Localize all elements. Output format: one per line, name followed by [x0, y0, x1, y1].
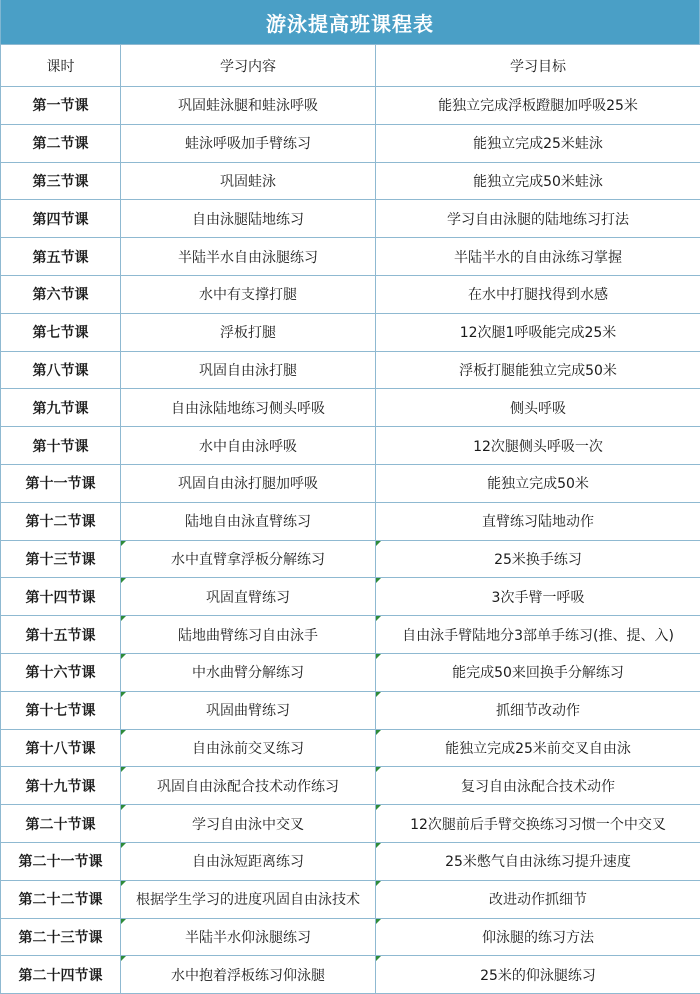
- goal-cell: 3次手臂一呼吸: [376, 578, 700, 616]
- lesson-cell: 第十一节课: [1, 464, 121, 502]
- goal-cell: 12次腿前后手臂交换练习习惯一个中交叉: [376, 805, 700, 843]
- goal-cell: 25米换手练习: [376, 540, 700, 578]
- lesson-cell: 第二十一节课: [1, 842, 121, 880]
- lesson-cell: 第五节课: [1, 238, 121, 276]
- goal-cell: 抓细节改动作: [376, 691, 700, 729]
- lesson-cell: 第十九节课: [1, 767, 121, 805]
- table-row: [1, 238, 700, 276]
- table-row: [1, 918, 700, 956]
- content-cell: 学习自由泳中交叉: [121, 805, 376, 843]
- content-cell: 水中自由泳呼吸: [121, 427, 376, 465]
- content-cell: 巩固自由泳打腿加呼吸: [121, 464, 376, 502]
- goal-cell: 能独立完成浮板蹬腿加呼吸25米: [376, 87, 700, 125]
- content-cell: 自由泳前交叉练习: [121, 729, 376, 767]
- goal-cell: 半陆半水的自由泳练习掌握: [376, 238, 700, 276]
- content-cell: 浮板打腿: [121, 313, 376, 351]
- goal-cell: 12次腿1呼吸能完成25米: [376, 313, 700, 351]
- content-cell: 水中抱着浮板练习仰泳腿: [121, 956, 376, 994]
- content-cell: 巩固蛙泳腿和蛙泳呼吸: [121, 87, 376, 125]
- content-cell: 水中直臂拿浮板分解练习: [121, 540, 376, 578]
- lesson-cell: 第六节课: [1, 275, 121, 313]
- table-row: [1, 427, 700, 465]
- table-row: [1, 200, 700, 238]
- content-cell: 巩固自由泳配合技术动作练习: [121, 767, 376, 805]
- goal-cell: 学习自由泳腿的陆地练习打法: [376, 200, 700, 238]
- goal-cell: 能完成50来回换手分解练习: [376, 653, 700, 691]
- lesson-cell: 第十节课: [1, 427, 121, 465]
- table-row: [1, 502, 700, 540]
- goal-cell: 能独立完成50米: [376, 464, 700, 502]
- header-goal: 学习目标: [376, 45, 700, 87]
- content-cell: 水中有支撑打腿: [121, 275, 376, 313]
- content-cell: 自由泳腿陆地练习: [121, 200, 376, 238]
- table-row: [1, 653, 700, 691]
- lesson-cell: 第十八节课: [1, 729, 121, 767]
- lesson-cell: 第一节课: [1, 87, 121, 125]
- content-cell: 根据学生学习的进度巩固自由泳技术: [121, 880, 376, 918]
- table-row: [1, 313, 700, 351]
- table-row: [1, 616, 700, 654]
- lesson-cell: 第十三节课: [1, 540, 121, 578]
- goal-cell: 在水中打腿找得到水感: [376, 275, 700, 313]
- goal-cell: 改进动作抓细节: [376, 880, 700, 918]
- table-row: [1, 275, 700, 313]
- content-cell: 蛙泳呼吸加手臂练习: [121, 124, 376, 162]
- table-row: [1, 578, 700, 616]
- schedule-title: 游泳提高班课程表: [0, 0, 700, 44]
- lesson-cell: 第十六节课: [1, 653, 121, 691]
- goal-cell: 直臂练习陆地动作: [376, 502, 700, 540]
- table-row: [1, 956, 700, 994]
- lesson-cell: 第九节课: [1, 389, 121, 427]
- lesson-cell: 第七节课: [1, 313, 121, 351]
- lesson-cell: 第二十节课: [1, 805, 121, 843]
- header-content: 学习内容: [121, 45, 376, 87]
- goal-cell: 12次腿侧头呼吸一次: [376, 427, 700, 465]
- table-row: [1, 805, 700, 843]
- lesson-cell: 第二十二节课: [1, 880, 121, 918]
- content-cell: 陆地曲臂练习自由泳手: [121, 616, 376, 654]
- goal-cell: 25米憋气自由泳练习提升速度: [376, 842, 700, 880]
- content-cell: 中水曲臂分解练习: [121, 653, 376, 691]
- lesson-cell: 第四节课: [1, 200, 121, 238]
- table-row: [1, 729, 700, 767]
- goal-cell: 自由泳手臂陆地分3部单手练习(推、提、入): [376, 616, 700, 654]
- goal-cell: 侧头呼吸: [376, 389, 700, 427]
- table-row: [1, 842, 700, 880]
- content-cell: 自由泳短距离练习: [121, 842, 376, 880]
- header-lesson: 课时: [1, 45, 121, 87]
- table-row: [1, 87, 700, 125]
- table-row: [1, 767, 700, 805]
- schedule-table: [0, 44, 700, 994]
- table-row: [1, 351, 700, 389]
- goal-cell: 25米的仰泳腿练习: [376, 956, 700, 994]
- content-cell: 陆地自由泳直臂练习: [121, 502, 376, 540]
- content-cell: 巩固自由泳打腿: [121, 351, 376, 389]
- content-cell: 巩固曲臂练习: [121, 691, 376, 729]
- lesson-cell: 第十五节课: [1, 616, 121, 654]
- goal-cell: 复习自由泳配合技术动作: [376, 767, 700, 805]
- lesson-cell: 第八节课: [1, 351, 121, 389]
- goal-cell: 能独立完成25米前交叉自由泳: [376, 729, 700, 767]
- lesson-cell: 第二十四节课: [1, 956, 121, 994]
- lesson-cell: 第三节课: [1, 162, 121, 200]
- header-row: [1, 45, 700, 87]
- table-row: [1, 691, 700, 729]
- content-cell: 巩固蛙泳: [121, 162, 376, 200]
- table-row: [1, 124, 700, 162]
- table-row: [1, 389, 700, 427]
- lesson-cell: 第二十三节课: [1, 918, 121, 956]
- content-cell: 自由泳陆地练习侧头呼吸: [121, 389, 376, 427]
- lesson-cell: 第十四节课: [1, 578, 121, 616]
- table-row: [1, 162, 700, 200]
- lesson-cell: 第十二节课: [1, 502, 121, 540]
- content-cell: 半陆半水自由泳腿练习: [121, 238, 376, 276]
- table-row: [1, 540, 700, 578]
- content-cell: 巩固直臂练习: [121, 578, 376, 616]
- lesson-cell: 第二节课: [1, 124, 121, 162]
- goal-cell: 仰泳腿的练习方法: [376, 918, 700, 956]
- goal-cell: 能独立完成50米蛙泳: [376, 162, 700, 200]
- goal-cell: 浮板打腿能独立完成50米: [376, 351, 700, 389]
- content-cell: 半陆半水仰泳腿练习: [121, 918, 376, 956]
- table-row: [1, 880, 700, 918]
- table-row: [1, 464, 700, 502]
- goal-cell: 能独立完成25米蛙泳: [376, 124, 700, 162]
- lesson-cell: 第十七节课: [1, 691, 121, 729]
